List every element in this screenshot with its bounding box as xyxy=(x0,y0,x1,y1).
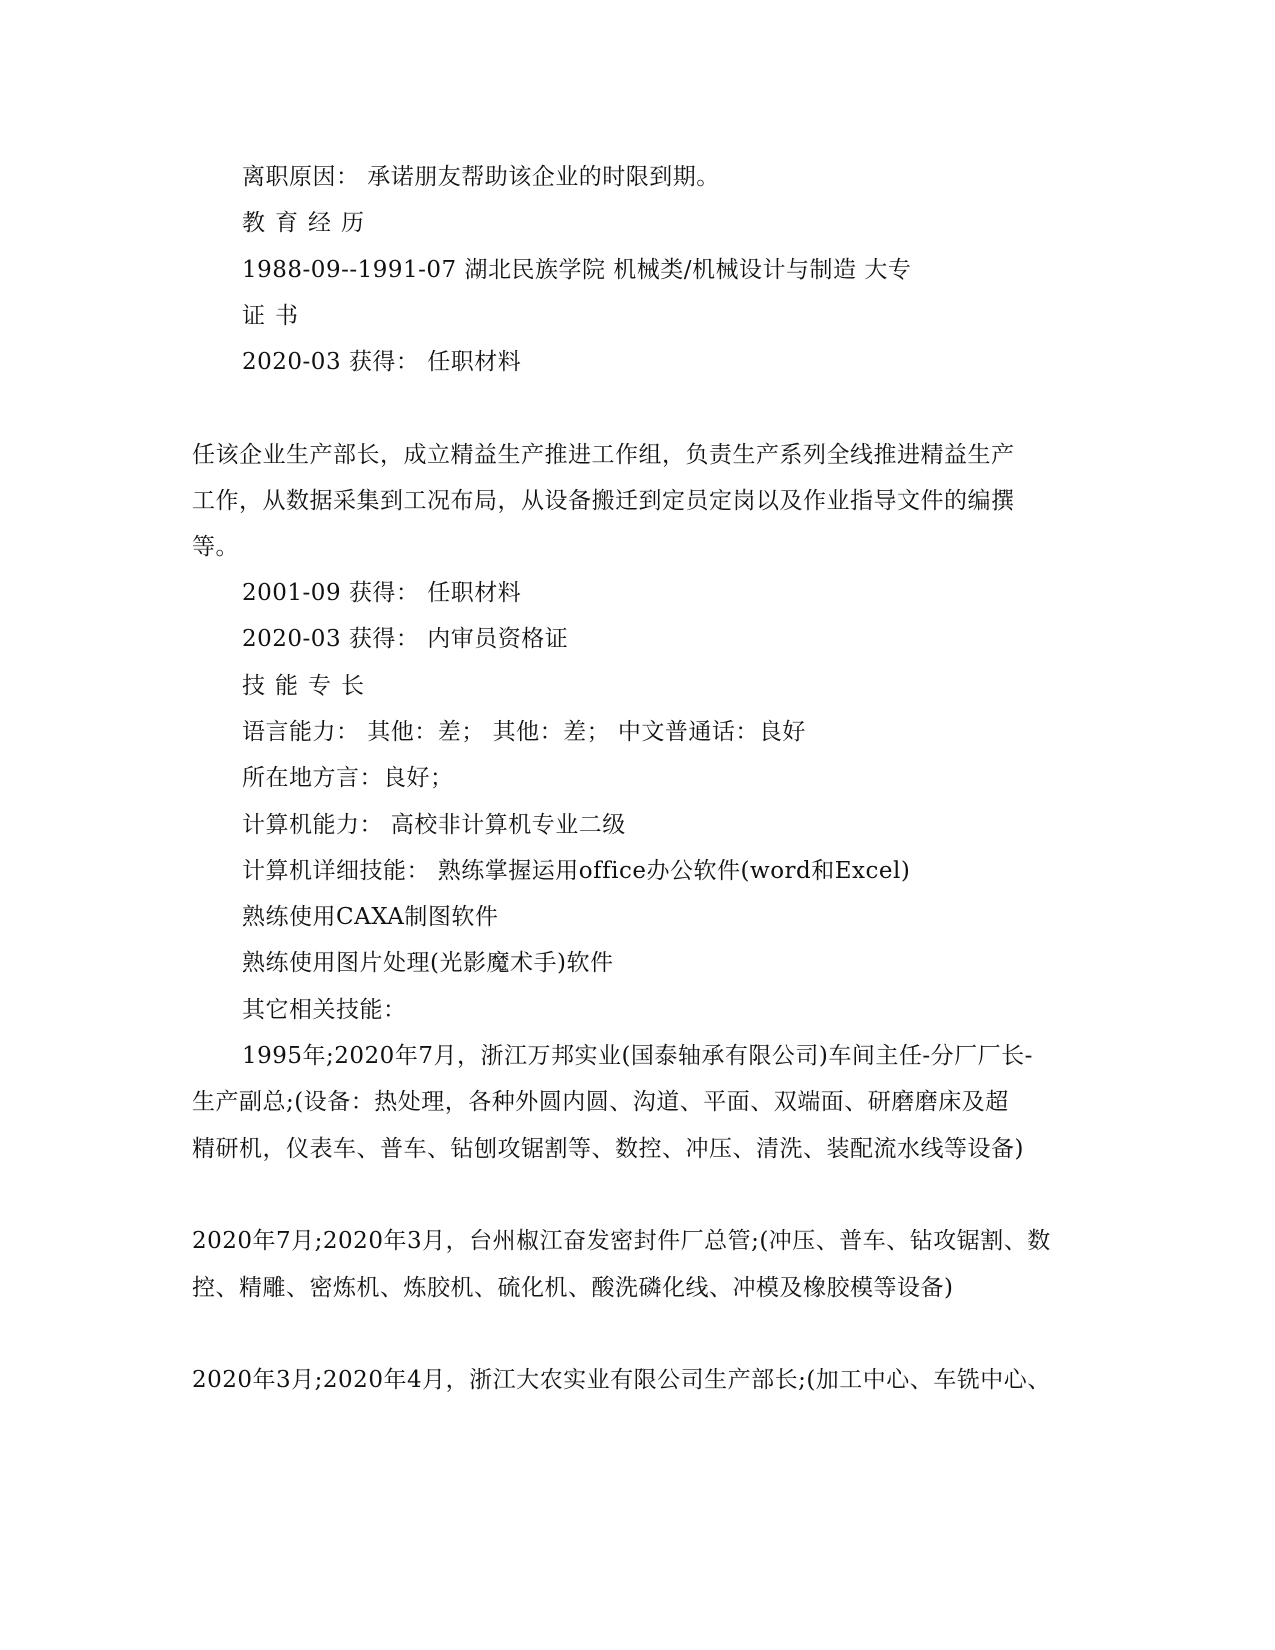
section-heading-education: 教育经历 xyxy=(242,210,374,236)
experience-line: 生产副总;(设备：热处理，各种外圆内圆、沟道、平面、双端面、研磨磨床及超 xyxy=(192,1089,1009,1115)
experience-line: 控、精雕、密炼机、炼胶机、硫化机、酸洗磷化线、冲模及橡胶模等设备) xyxy=(192,1275,954,1301)
education-entry: 1988-09--1991-07 湖北民族学院 机械类/机械设计与制造 大专 xyxy=(242,257,912,283)
experience-line: 1995年;2020年7月，浙江万邦实业(国泰轴承有限公司)车间主任-分厂厂长- xyxy=(242,1043,1033,1069)
resignation-reason: 离职原因： 承诺朋友帮助该企业的时限到期。 xyxy=(242,164,720,190)
paragraph-line: 等。 xyxy=(192,534,239,560)
certificate-entry: 2020-03 获得： 任职材料 xyxy=(242,349,522,375)
computer-skill-item: 熟练使用图片处理(光影魔术手)软件 xyxy=(242,950,614,976)
other-skills-label: 其它相关技能： xyxy=(242,997,407,1023)
section-heading-certificates: 证书 xyxy=(242,303,308,329)
computer-skill-item: 熟练使用CAXA制图软件 xyxy=(242,904,499,930)
language-skills: 语言能力： 其他：差； 其他：差； 中文普通话：良好 xyxy=(242,719,806,745)
paragraph-line: 任该企业生产部长，成立精益生产推进工作组，负责生产系列全线推进精益生产 xyxy=(192,442,1015,468)
dialect-skill: 所在地方言：良好； xyxy=(242,765,454,791)
paragraph-line: 工作，从数据采集到工况布局，从设备搬迁到定员定岗以及作业指导文件的编撰 xyxy=(192,488,1015,514)
certificate-entry: 2001-09 获得： 任职材料 xyxy=(242,580,522,606)
experience-line: 2020年7月;2020年3月，台州椒江奋发密封件厂总管;(冲压、普车、钻攻锯割、数 xyxy=(192,1228,1051,1254)
experience-line: 精研机，仪表车、普车、钻刨攻锯割等、数控、冲压、清洗、装配流水线等设备) xyxy=(192,1136,1024,1162)
certificate-entry: 2020-03 获得： 内审员资格证 xyxy=(242,626,569,652)
computer-level: 计算机能力： 高校非计算机专业二级 xyxy=(242,812,626,838)
section-heading-skills: 技能专长 xyxy=(242,673,374,699)
experience-line: 2020年3月;2020年4月，浙江大农实业有限公司生产部长;(加工中心、车铣中心、 xyxy=(192,1367,1051,1393)
computer-skills-detail: 计算机详细技能： 熟练掌握运用office办公软件(word和Excel) xyxy=(242,858,911,884)
